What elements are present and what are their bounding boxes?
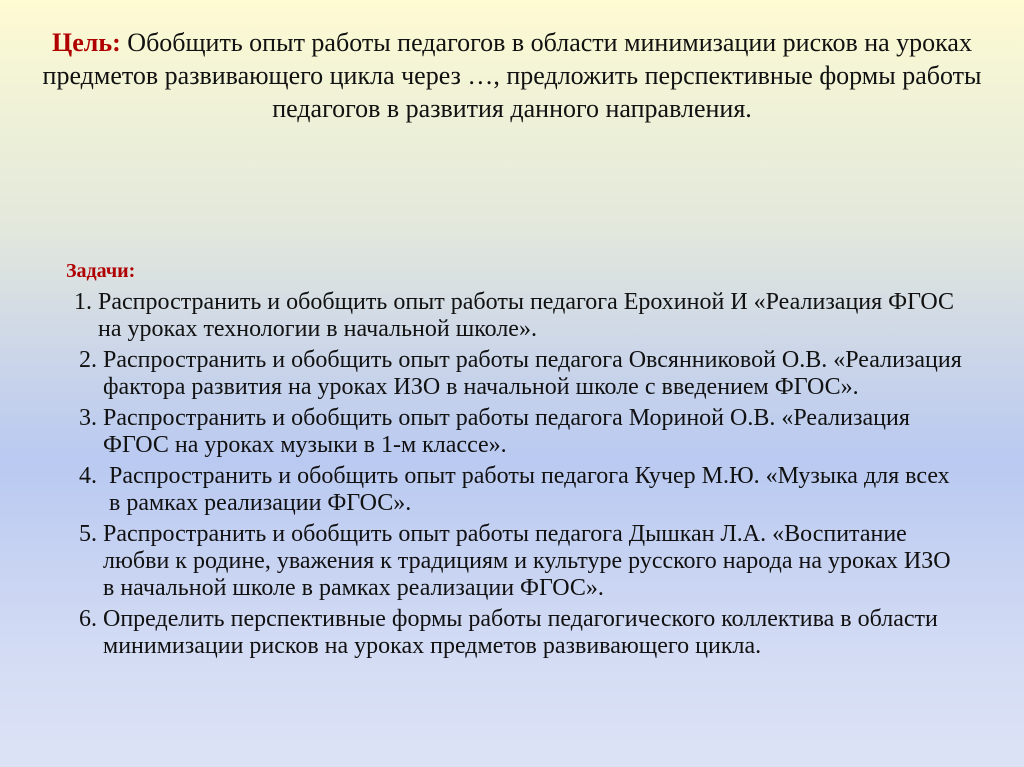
goal-paragraph xyxy=(40,26,984,125)
task-item-6 xyxy=(66,606,966,660)
task-text: Распространить и обобщить опыт работы педагога Ерохиной И «Реализация ФГОС на уроках технологии в начальной школе». xyxy=(98,289,955,342)
task-text: Распространить и обобщить опыт работы педагога Дышкан Л.А. «Воспитание любви к родине, уважения к традициям и культуре русского народа на уроках ИЗО в начальной школе в рамках реализации ФГОС». xyxy=(103,521,951,601)
task-text: Распространить и обобщить опыт работы педагога Мориной О.В. «Реализация ФГОС на уроках музыки в 1-м классе». xyxy=(103,405,910,458)
task-number: 2. xyxy=(79,347,103,373)
task-number: 4. xyxy=(79,463,109,489)
task-number: 1. xyxy=(74,289,98,315)
task-item-5 xyxy=(66,521,966,602)
task-number: 5. xyxy=(79,521,103,547)
task-item-1 xyxy=(66,289,966,343)
task-text: Определить перспективные формы работы педагогического коллектива в области минимизации рисков на уроках предметов развивающего цикла. xyxy=(103,606,938,659)
goal-text: Обобщить опыт работы педагогов в области минимизации рисков на уроках предметов развивающего цикла через …, предложить перспективные формы работы педагогов в развития данного направления. xyxy=(42,28,982,123)
tasks-title: Задачи: xyxy=(66,260,136,282)
task-text: Распространить и обобщить опыт работы педагога Кучер М.Ю. «Музыка для всех в рамках реализации ФГОС». xyxy=(109,463,950,516)
goal-label: Цель: xyxy=(52,28,121,57)
task-item-2 xyxy=(66,347,966,401)
task-item-3 xyxy=(66,405,966,459)
task-number: 3. xyxy=(79,405,103,431)
task-text: Распространить и обобщить опыт работы педагога Овсянниковой О.В. «Реализация фактора развития на уроках ИЗО в начальной школе с введением ФГОС». xyxy=(103,347,962,400)
task-item-4 xyxy=(66,463,966,517)
tasks-section xyxy=(66,258,966,664)
task-number: 6. xyxy=(79,606,103,632)
